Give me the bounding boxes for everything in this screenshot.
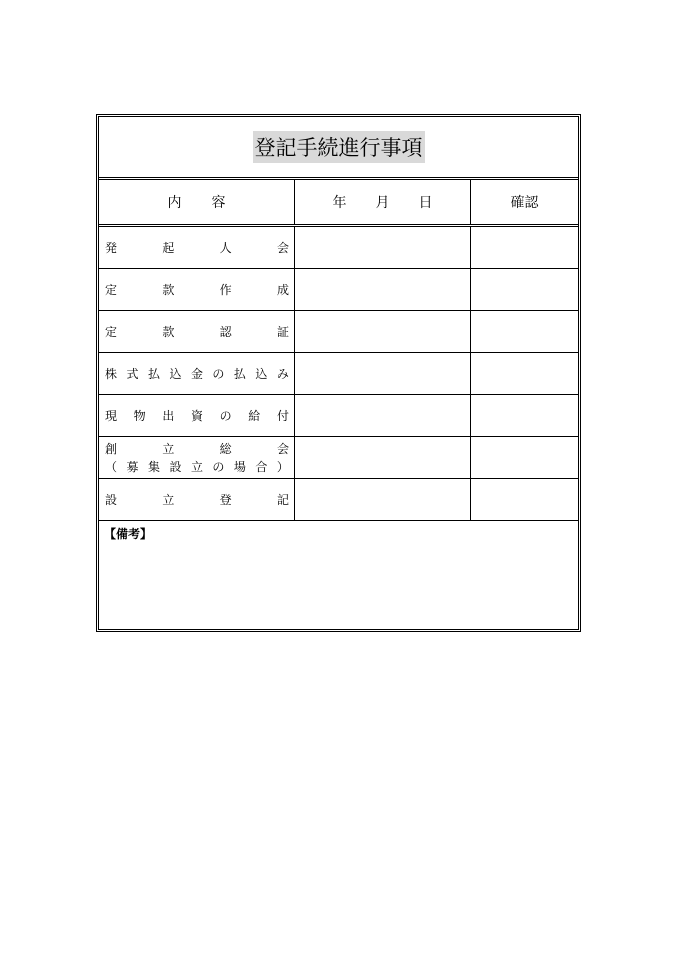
header-content-char: 内 xyxy=(167,195,182,211)
procedure-label-line xyxy=(105,440,289,458)
procedure-row xyxy=(99,227,578,269)
procedure-label-char: 款 xyxy=(162,282,175,297)
procedure-label-subchar: 合 xyxy=(255,459,268,474)
header-content xyxy=(99,180,295,224)
procedure-label-char: 式 xyxy=(126,366,139,381)
header-date-day: 日 xyxy=(418,195,433,211)
procedure-label-char: 認 xyxy=(219,324,232,339)
procedure-rows xyxy=(99,227,578,521)
procedure-label-char: 創 xyxy=(105,441,118,456)
procedure-label-subchar: 集 xyxy=(147,459,160,474)
header-content-char: 容 xyxy=(211,195,226,211)
date-entry-cell[interactable] xyxy=(295,227,471,268)
form-title: 登記手続進行事項 xyxy=(253,131,425,163)
procedure-label-char: 会 xyxy=(276,240,289,255)
procedure-label-char: 登 xyxy=(219,492,232,507)
procedure-label-char: 出 xyxy=(162,408,175,423)
header-confirm: 確認 xyxy=(510,195,539,211)
procedure-label-char: の xyxy=(219,408,232,423)
procedure-label xyxy=(99,353,295,394)
procedure-label-char: 資 xyxy=(190,408,203,423)
procedure-label-subchar: 場 xyxy=(233,459,246,474)
procedure-label-char: 定 xyxy=(105,282,118,297)
header-row xyxy=(99,180,578,227)
confirm-entry-cell[interactable] xyxy=(471,395,578,436)
procedure-label-line xyxy=(105,323,289,341)
procedure-label-char: 物 xyxy=(133,408,146,423)
procedure-label-char: 現 xyxy=(105,408,118,423)
procedure-label-subchar: 設 xyxy=(169,459,182,474)
date-entry-cell[interactable] xyxy=(295,395,471,436)
procedure-label-char: の xyxy=(212,366,225,381)
procedure-row xyxy=(99,479,578,521)
remarks-area[interactable] xyxy=(99,521,578,629)
procedure-label-subchar: （ xyxy=(105,459,118,474)
procedure-label-char: 株 xyxy=(105,366,118,381)
procedure-label xyxy=(99,227,295,268)
procedure-label xyxy=(99,479,295,520)
procedure-row xyxy=(99,311,578,353)
procedure-row xyxy=(99,269,578,311)
date-entry-cell[interactable] xyxy=(295,311,471,352)
procedure-label xyxy=(99,395,295,436)
procedure-label-line xyxy=(105,281,289,299)
procedure-label-char: 記 xyxy=(276,492,289,507)
date-entry-cell[interactable] xyxy=(295,269,471,310)
procedure-label-char: 立 xyxy=(162,441,175,456)
procedure-label-char: 定 xyxy=(105,324,118,339)
date-entry-cell[interactable] xyxy=(295,479,471,520)
procedure-label xyxy=(99,437,295,478)
procedure-label-subchar: の xyxy=(212,459,225,474)
remarks-label: 【備考】 xyxy=(104,527,153,541)
procedure-label-char: 人 xyxy=(219,240,232,255)
confirm-entry-cell[interactable] xyxy=(471,269,578,310)
date-entry-cell[interactable] xyxy=(295,353,471,394)
confirm-entry-cell[interactable] xyxy=(471,353,578,394)
procedure-label-subchar: ） xyxy=(276,459,289,474)
procedure-label-char: 成 xyxy=(276,282,289,297)
procedure-label-subline xyxy=(105,458,289,476)
procedure-row xyxy=(99,353,578,395)
procedure-label-char: 込 xyxy=(169,366,182,381)
procedure-label-char: 込 xyxy=(255,366,268,381)
procedure-label-char: 払 xyxy=(233,366,246,381)
header-date-month: 月 xyxy=(375,195,390,211)
procedure-label-line xyxy=(105,239,289,257)
header-date xyxy=(295,180,471,224)
procedure-label-char: 付 xyxy=(276,408,289,423)
procedure-label-subchar: 立 xyxy=(190,459,203,474)
procedure-label-subchar: 募 xyxy=(126,459,139,474)
procedure-label-line xyxy=(105,365,289,383)
procedure-label-line xyxy=(105,491,289,509)
procedure-label xyxy=(99,311,295,352)
confirm-entry-cell[interactable] xyxy=(471,311,578,352)
date-entry-cell[interactable] xyxy=(295,437,471,478)
procedure-label-char: 総 xyxy=(219,441,232,456)
procedure-label-char: 会 xyxy=(276,441,289,456)
procedure-label-char: 証 xyxy=(276,324,289,339)
registration-procedure-form xyxy=(96,114,581,632)
confirm-entry-cell[interactable] xyxy=(471,479,578,520)
confirm-entry-cell[interactable] xyxy=(471,437,578,478)
confirm-entry-cell[interactable] xyxy=(471,227,578,268)
procedure-label-char: 立 xyxy=(162,492,175,507)
procedure-label xyxy=(99,269,295,310)
procedure-label-char: 款 xyxy=(162,324,175,339)
procedure-row xyxy=(99,395,578,437)
procedure-label-char: 給 xyxy=(248,408,261,423)
header-date-year: 年 xyxy=(332,195,347,211)
procedure-row xyxy=(99,437,578,479)
procedure-label-char: 金 xyxy=(190,366,203,381)
procedure-label-char: 払 xyxy=(147,366,160,381)
title-row xyxy=(99,117,578,180)
procedure-label-char: 発 xyxy=(105,240,118,255)
procedure-label-line xyxy=(105,407,289,425)
procedure-label-char: 作 xyxy=(219,282,232,297)
procedure-label-char: み xyxy=(276,366,289,381)
procedure-label-char: 起 xyxy=(162,240,175,255)
procedure-label-char: 設 xyxy=(105,492,118,507)
